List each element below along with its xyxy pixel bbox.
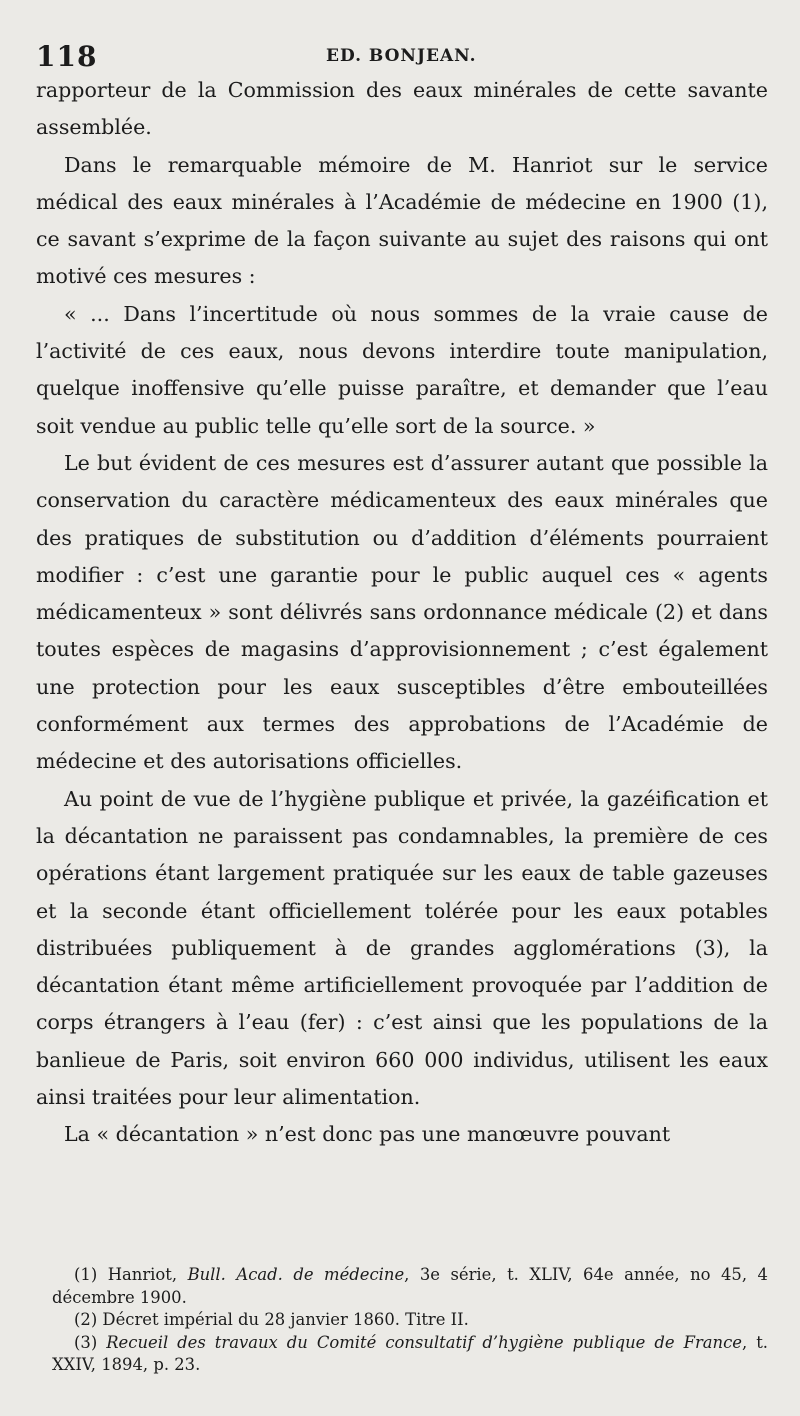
paragraph: Dans le remarquable mémoire de M. Hanriot sur le service médical des eaux minérales à l’Académie de médecine en 1900 (1), ce savant s’exprime de la façon suivante au sujet des raisons qui ont motivé ces mesures : [36, 152, 768, 289]
body-text [36, 72, 768, 1154]
quotation-paragraph: « ... Dans l’incertitude où nous sommes de la vraie cause de l’activité de ces eaux, nous devons interdire toute manipulation, quelque inoffensive qu’elle puisse paraître, et demander que l’eau soit vendue au public telle qu’elle sort de la source. » [36, 301, 768, 438]
footnote-3 [52, 1332, 768, 1377]
footnotes [52, 1264, 768, 1377]
footnote-1-lead: (1) Hanriot, [74, 1265, 188, 1284]
footnote-1 [52, 1264, 768, 1309]
paragraph-continued: rapporteur de la Commission des eaux minérales de cette savante assemblée. [36, 78, 768, 140]
footnote-3-title: Recueil des travaux du Comité consultatif d’hygiène publique de France [106, 1332, 742, 1352]
footnote-3-rest: , t. XXIV, 1894, p. 23. [52, 1332, 768, 1374]
page-header [36, 40, 760, 76]
paragraph: Au point de vue de l’hygiène publique et privée, la gazéification et la décantation ne paraissent pas condamnables, la première de ces opérations étant largement pratiquée sur les eaux de table gazeuses et la seconde étant officiellement tolérée pour les eaux potables distribuées publiquement à de grandes agglomérations (3), la décantation étant même artificiellement provoquée par l’addition de corps étrangers à l’eau (fer) : c’est ainsi que les populations de la banlieue de Paris, soit environ 660 000 individus, utilisent les eaux ainsi traitées pour leur alimentation. [36, 786, 768, 1110]
footnote-1-title: Bull. Acad. de médecine [187, 1265, 405, 1284]
running-head: ED. BONJEAN. [326, 46, 477, 66]
footnote-2: (2) Décret impérial du 28 janvier 1860. Titre II. [74, 1310, 469, 1329]
paragraph: La « décantation » n’est donc pas une manœuvre pouvant [64, 1122, 671, 1147]
paragraph: Le but évident de ces mesures est d’assurer autant que possible la conservation du caractère médicamenteux des eaux minérales que des pratiques de substitution ou d’addition d’éléments pourraient modifier : c’est une garantie pour le public auquel ces « agents médicamenteux » sont délivrés sans ordonnance médicale (2) et dans toutes espèces de magasins d’approvisionnement ; c’est également une protection pour les eaux susceptibles d’être embouteillées conformément aux termes des approbations de l’Académie de médecine et des autorisations officielles. [36, 450, 768, 774]
page-number: 118 [36, 40, 98, 73]
footnote-1-rest: , 3e série, t. XLIV, 64e année, no 45, 4 décembre 1900. [52, 1265, 768, 1307]
footnote-3-lead: (3) [74, 1332, 107, 1352]
